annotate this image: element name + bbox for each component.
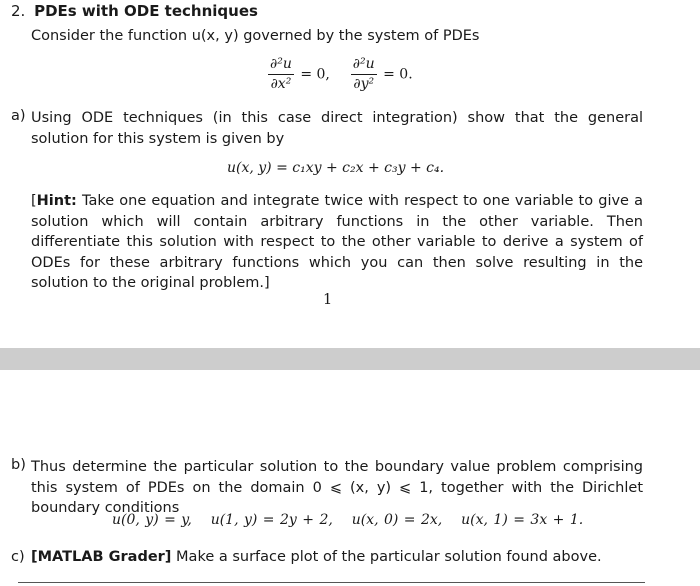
problem-title: PDEs with ODE techniques [34,2,258,20]
pde-2-rhs: = 0. [383,66,413,83]
hint-open-bracket: [ [31,193,37,209]
part-b-text: Thus determine the particular solution to the boundary value problem comprising this system of PDEs on the domain 0 ⩽ (x, y) ⩽ 1, together with the Dirichlet boundary conditions [31,459,643,516]
pde-system [266,56,413,93]
pde-1-denominator: ∂x² [270,76,292,92]
bc-right: u(1, y) = 2y + 2, [210,512,333,528]
boundary-conditions [112,512,583,528]
pde-2-denominator: ∂y² [353,76,375,92]
part-a-text: Using ODE techniques (in this case direct integration) show that the general solution for this system is given by [31,110,643,147]
bottom-rule [18,582,645,583]
pde-2-numerator: ∂²u [351,56,377,75]
bc-top: u(x, 1) = 3x + 1. [461,512,584,528]
general-solution: u(x, y) = c₁xy + c₂x + c₃y + c₄. [227,160,445,176]
pde-1-fraction [268,56,294,93]
part-b-label: b) [11,457,26,473]
part-c-label: c) [11,549,25,565]
page-break-divider [0,348,700,370]
pde-1-rhs: = 0, [300,66,330,83]
hint-paragraph [31,191,643,294]
hint-label: Hint: [36,193,77,209]
problem-number: 2. [11,2,26,20]
pde-1-numerator: ∂²u [268,56,294,75]
bc-bottom: u(x, 0) = 2x, [351,512,443,528]
matlab-grader-tag: [MATLAB Grader] [31,549,172,565]
part-a-label: a) [11,108,26,124]
bc-left: u(0, y) = y, [112,512,192,528]
part-c-text [31,549,602,565]
hint-text: Take one equation and integrate twice with respect to one variable to give a solution which will contain arbitrary functions in the other variable. Then differentiate this solution with respect to the other variable to derive a system of ODEs for these arbitrary functions which you can then solve resulting in the solution to the original problem.] [31,193,643,291]
pde-2-fraction [351,56,377,93]
page-number: 1 [323,292,333,308]
problem-intro: Consider the function u(x, y) governed by the system of PDEs [31,28,480,44]
part-c-instruction: Make a surface plot of the particular solution found above. [171,549,602,565]
problem-heading [11,2,258,20]
